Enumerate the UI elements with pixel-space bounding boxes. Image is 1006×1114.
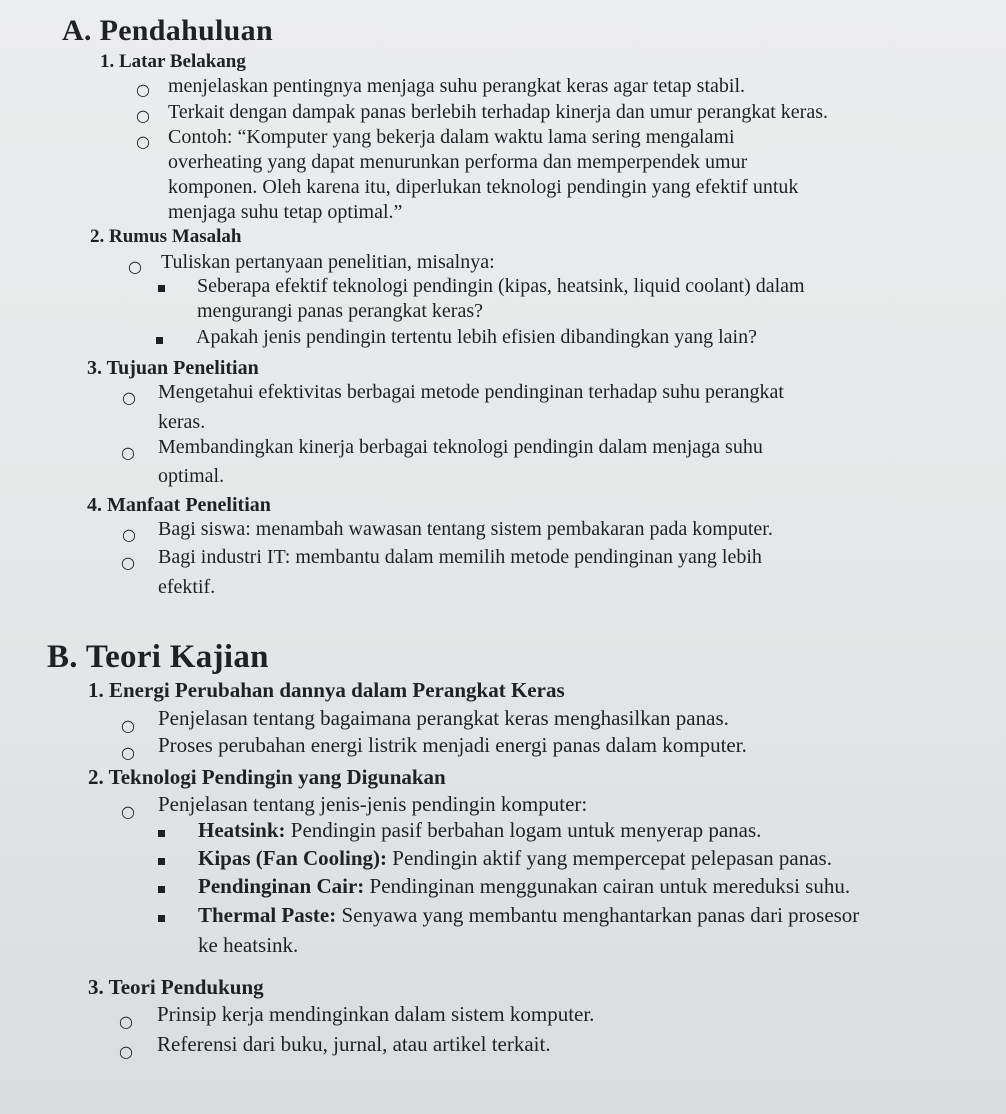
- a1-bullet-3-line-4: menjaga suhu tetap optimal.”: [168, 201, 403, 223]
- b2-text-cair: Pendinginan menggunakan cairan untuk mereduksi suhu.: [364, 874, 851, 898]
- a4-bullet-2-line-1: Bagi industri IT: membantu dalam memilih metode pendinginan yang lebih: [158, 546, 762, 568]
- a2-subbullet-1-line-1: Seberapa efektif teknologi pendingin (kipas, heatsink, liquid coolant) dalam: [197, 275, 805, 297]
- circle-bullet-icon: ○: [121, 743, 135, 762]
- b2-term-kipas: Kipas (Fan Cooling):: [198, 846, 388, 870]
- b2-term-thermal: Thermal Paste:: [198, 903, 337, 927]
- a4-heading: 4. Manfaat Penelitian: [87, 494, 271, 516]
- a3-bullet-2-line-2: optimal.: [158, 465, 225, 487]
- a1-heading: 1. Latar Belakang: [100, 51, 246, 72]
- circle-bullet-icon: ○: [136, 106, 150, 125]
- square-bullet-icon: [158, 886, 165, 893]
- circle-bullet-icon: ○: [122, 525, 136, 544]
- circle-bullet-icon: ○: [122, 388, 136, 407]
- circle-bullet-icon: ○: [121, 553, 135, 572]
- square-bullet-icon: [158, 915, 165, 922]
- a1-bullet-1: menjelaskan pentingnya menjaga suhu perangkat keras agar tetap stabil.: [168, 75, 746, 97]
- b2-subbullet-heatsink: [198, 818, 761, 843]
- circle-bullet-icon: ○: [136, 132, 150, 151]
- b2-subbullet-cair: [198, 874, 850, 899]
- a3-bullet-1-line-2: keras.: [158, 411, 206, 433]
- square-bullet-icon: [158, 858, 165, 865]
- b2-subbullet-thermal-cont: ke heatsink.: [198, 933, 299, 957]
- b2-heading: 2. Teknologi Pendingin yang Digunakan: [88, 765, 446, 789]
- a2-heading: 2. Rumus Masalah: [90, 226, 242, 247]
- square-bullet-icon: [156, 337, 163, 344]
- b3-heading: 3. Teori Pendukung: [88, 975, 264, 999]
- circle-bullet-icon: ○: [121, 802, 135, 821]
- a3-bullet-1-line-1: Mengetahui efektivitas berbagai metode pendinginan terhadap suhu perangkat: [158, 381, 784, 403]
- section-a-title: A. Pendahuluan: [62, 14, 273, 47]
- square-bullet-icon: [158, 830, 165, 837]
- circle-bullet-icon: ○: [136, 80, 150, 99]
- a3-heading: 3. Tujuan Penelitian: [87, 357, 259, 379]
- a1-bullet-2: Terkait dengan dampak panas berlebih terhadap kinerja dan umur perangkat keras.: [168, 101, 828, 123]
- b1-heading: 1. Energi Perubahan dannya dalam Perangkat Keras: [88, 678, 565, 702]
- b2-term-cair: Pendinginan Cair:: [198, 874, 365, 898]
- a2-bullet-1: Tuliskan pertanyaan penelitian, misalnya:: [161, 251, 495, 273]
- b2-text-heatsink: Pendingin pasif berbahan logam untuk menyerap panas.: [285, 818, 762, 842]
- circle-bullet-icon: ○: [121, 443, 135, 462]
- b2-term-heatsink: Heatsink:: [198, 818, 286, 842]
- b1-bullet-1: Penjelasan tentang bagaimana perangkat keras menghasilkan panas.: [158, 706, 729, 730]
- b2-subbullet-kipas: [198, 846, 832, 871]
- circle-bullet-icon: ○: [128, 257, 142, 276]
- circle-bullet-icon: ○: [121, 716, 135, 735]
- a2-subbullet-1-line-2: mengurangi panas perangkat keras?: [197, 300, 483, 322]
- a1-bullet-3-line-3: komponen. Oleh karena itu, diperlukan teknologi pendingin yang efektif untuk: [168, 176, 799, 198]
- a1-bullet-3-line-2: overheating yang dapat menurunkan performa dan memperpendek umur: [168, 151, 748, 173]
- section-b-title: B. Teori Kajian: [47, 639, 269, 675]
- b3-bullet-1: Prinsip kerja mendinginkan dalam sistem komputer.: [157, 1002, 595, 1026]
- b1-bullet-2: Proses perubahan energi listrik menjadi energi panas dalam komputer.: [158, 733, 747, 757]
- a3-bullet-2-line-1: Membandingkan kinerja berbagai teknologi pendingin dalam menjaga suhu: [158, 436, 763, 458]
- a4-bullet-2-line-2: efektif.: [158, 576, 216, 598]
- b2-text-kipas: Pendingin aktif yang mempercepat pelepasan panas.: [387, 846, 832, 870]
- b2-subbullet-thermal: [198, 903, 859, 928]
- b3-bullet-2: Referensi dari buku, jurnal, atau artikel terkait.: [157, 1032, 551, 1056]
- a4-bullet-1: Bagi siswa: menambah wawasan tentang sistem pembakaran pada komputer.: [158, 518, 773, 540]
- b2-bullet-1: Penjelasan tentang jenis-jenis pendingin komputer:: [158, 792, 588, 816]
- circle-bullet-icon: ○: [119, 1042, 133, 1061]
- circle-bullet-icon: ○: [119, 1012, 133, 1031]
- b2-text-thermal: Senyawa yang membantu menghantarkan panas dari prosesor: [336, 903, 860, 927]
- a1-bullet-3-line-1: Contoh: “Komputer yang bekerja dalam waktu lama sering mengalami: [168, 126, 735, 148]
- square-bullet-icon: [158, 285, 165, 292]
- a2-subbullet-2: Apakah jenis pendingin tertentu lebih efisien dibandingkan yang lain?: [196, 326, 757, 348]
